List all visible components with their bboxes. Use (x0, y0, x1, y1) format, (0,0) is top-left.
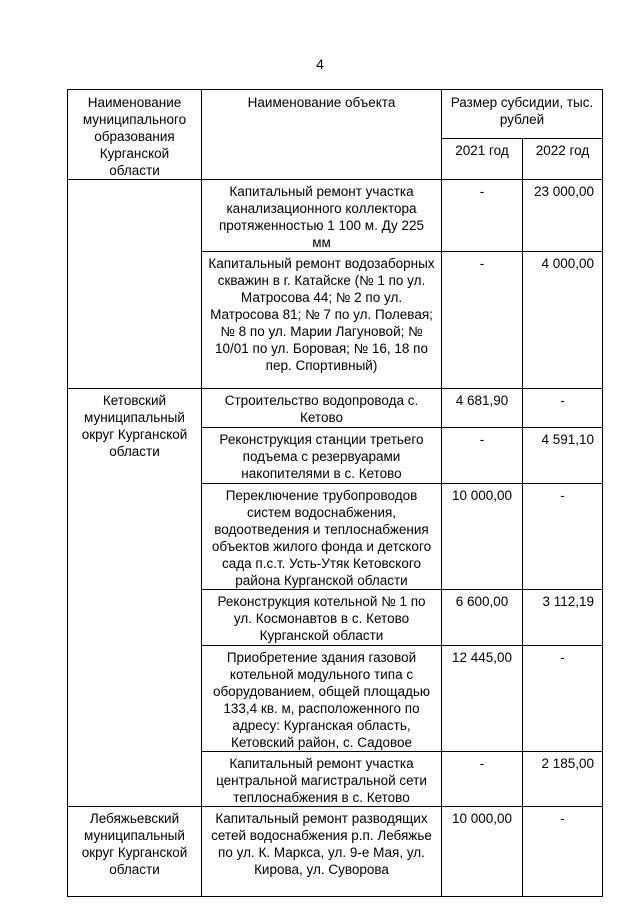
value-2022-cell: 4 000,00 (523, 252, 603, 389)
municipality-cell: Кетовский муниципальный округ Курганской области (68, 389, 202, 807)
object-cell: Капитальный ремонт участка канализационного коллектора протяженностью 1 100 м. Ду 225 мм (202, 180, 442, 252)
table-row (68, 180, 603, 252)
object-cell: Реконструкция станции третьего подъема с резервуарами накопителями в с. Кетово (202, 428, 442, 484)
value-2021-cell: 10 000,00 (442, 807, 523, 897)
value-2022-cell: 23 000,00 (523, 180, 603, 252)
object-cell: Приобретение здания газовой котельной модульного типа с оборудованием, общей площадью 133,4 кв. м, расположенного по адресу: Курганская область, Кетовский район, с. Садовое (202, 646, 442, 752)
value-2022-cell: 4 591,10 (523, 428, 603, 484)
object-cell: Переключение трубопроводов систем водоснабжения, водоотведения и теплоснабжения объектов жилого фонда и детского сада п.с.т. Усть-Утяк Кетовского района Курганской области (202, 484, 442, 590)
value-2022-cell: - (523, 389, 603, 428)
municipality-cell-empty (68, 180, 202, 389)
value-2022-cell: - (523, 646, 603, 752)
header-year-2022: 2022 год (523, 139, 603, 180)
object-cell: Капитальный ремонт участка центральной магистральной сети теплоснабжения в с. Кетово (202, 752, 442, 807)
value-2021-cell: - (442, 252, 523, 389)
table-row (68, 807, 603, 897)
subsidy-table (67, 89, 603, 897)
value-2021-cell: 6 600,00 (442, 590, 523, 646)
table-row (68, 389, 603, 428)
value-2021-cell: - (442, 180, 523, 252)
value-2022-cell: - (523, 807, 603, 897)
value-2021-cell: 12 445,00 (442, 646, 523, 752)
value-2022-cell: 2 185,00 (523, 752, 603, 807)
value-2021-cell: 10 000,00 (442, 484, 523, 590)
value-2021-cell: 4 681,90 (442, 389, 523, 428)
header-municipality: Наименование муниципального образования Курганской области (68, 90, 202, 180)
header-year-2021: 2021 год (442, 139, 523, 180)
value-2022-cell: - (523, 484, 603, 590)
municipality-cell: Лебяжьевский муниципальный округ Курганской области (68, 807, 202, 897)
header-object: Наименование объекта (202, 90, 442, 180)
object-cell: Строительство водопровода с. Кетово (202, 389, 442, 428)
value-2022-cell: 3 112,19 (523, 590, 603, 646)
object-cell: Капитальный ремонт разводящих сетей водоснабжения р.п. Лебяжье по ул. К. Маркса, ул. 9-е Мая, ул. Кирова, ул. Суворова (202, 807, 442, 897)
page-number: 4 (316, 56, 324, 72)
object-cell: Капитальный ремонт водозаборных скважин в г. Катайске (№ 1 по ул. Матросова 44; № 2 по ул. Матросова 81; № 7 по ул. Полевая; № 8 по ул. Марии Лагуновой; № 10/01 по ул. Боровая; № 16, 18 по пер. Спортивный) (202, 252, 442, 389)
object-cell: Реконструкция котельной № 1 по ул. Космонавтов в с. Кетово Курганской области (202, 590, 442, 646)
value-2021-cell: - (442, 428, 523, 484)
value-2021-cell: - (442, 752, 523, 807)
header-subsidy: Размер субсидии, тыс. рублей (442, 90, 603, 139)
